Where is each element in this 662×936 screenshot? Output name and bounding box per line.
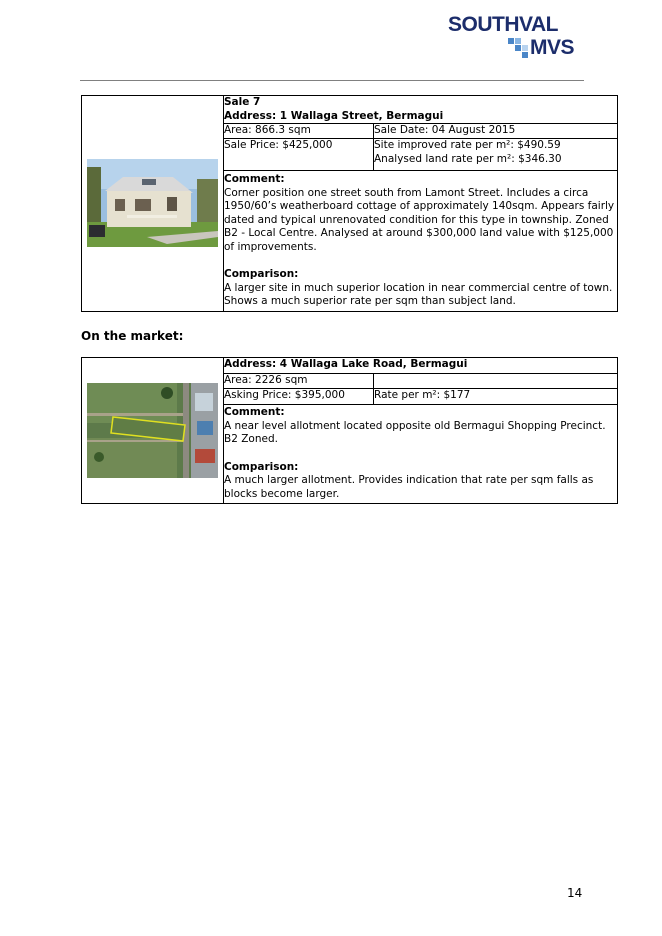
asking-price: Asking Price: $395,000 bbox=[224, 389, 374, 405]
comment-text: A near level allotment located opposite old Bermagui Shopping Precinct. B2 Zoned. bbox=[224, 419, 606, 445]
sale-title: Sale 7 bbox=[224, 96, 261, 108]
sale-7-header bbox=[224, 96, 618, 124]
analysed-land-rate: Analysed land rate per m²: $346.30 bbox=[374, 152, 562, 165]
listing-photo-cell bbox=[82, 358, 224, 504]
comparison-label: Comparison: bbox=[224, 460, 299, 473]
sale-price: Sale Price: $425,000 bbox=[224, 139, 374, 171]
southval-mvs-logo bbox=[448, 14, 583, 62]
page-number: 14 bbox=[567, 886, 583, 900]
sale-comment-cell bbox=[224, 171, 618, 312]
sale-7-photo-cell bbox=[82, 96, 224, 312]
listing-address: Address: 4 Wallaga Lake Road, Bermagui bbox=[224, 358, 468, 370]
sale-area: Area: 866.3 sqm bbox=[224, 124, 374, 139]
listing-header bbox=[224, 358, 618, 374]
on-the-market-heading: On the market: bbox=[81, 329, 184, 343]
comparison-text: A larger site in much superior location in near commercial centre of town. Shows a much superior rate per sqm than subject land. bbox=[224, 281, 613, 307]
sale-address: Address: 1 Wallaga Street, Bermagui bbox=[224, 109, 444, 122]
logo-square bbox=[515, 45, 521, 51]
comment-label: Comment: bbox=[224, 406, 285, 418]
comment-text: Corner position one street south from Lamont Street. Includes a circa 1950/60’s weatherboard cottage of approximately 140sqm. Appears fairly dated and typical unrenovated condition for this type in township. Zoned B2 - Local Centre. Analysed at around $300,000 land value with $125,000 of improvements. bbox=[224, 186, 615, 253]
comparison-text: A much larger allotment. Provides indication that rate per sqm falls as blocks become larger. bbox=[224, 474, 594, 500]
sale-date: Sale Date: 04 August 2015 bbox=[374, 124, 618, 139]
logo-line1: SOUTHVAL bbox=[448, 13, 558, 36]
logo-square bbox=[522, 45, 528, 51]
logo-square bbox=[508, 38, 514, 44]
sale-7-table bbox=[81, 95, 618, 312]
logo-line2: MVS bbox=[530, 36, 575, 59]
listing-area: Area: 2226 sqm bbox=[224, 374, 374, 389]
aerial-photo bbox=[87, 383, 218, 478]
logo-square bbox=[522, 52, 528, 58]
comment-label: Comment: bbox=[224, 173, 285, 185]
comparison-label: Comparison: bbox=[224, 268, 299, 280]
house-photo bbox=[87, 159, 218, 247]
listing-table bbox=[81, 357, 618, 504]
rate-per-m2: Rate per m²: $177 bbox=[374, 389, 618, 405]
listing-empty-cell bbox=[374, 374, 618, 389]
logo-square bbox=[515, 38, 521, 44]
header-rule bbox=[80, 80, 584, 81]
sale-rates bbox=[374, 139, 618, 171]
site-improved-rate: Site improved rate per m²: $490.59 bbox=[374, 139, 561, 151]
listing-comment-cell bbox=[224, 405, 618, 504]
